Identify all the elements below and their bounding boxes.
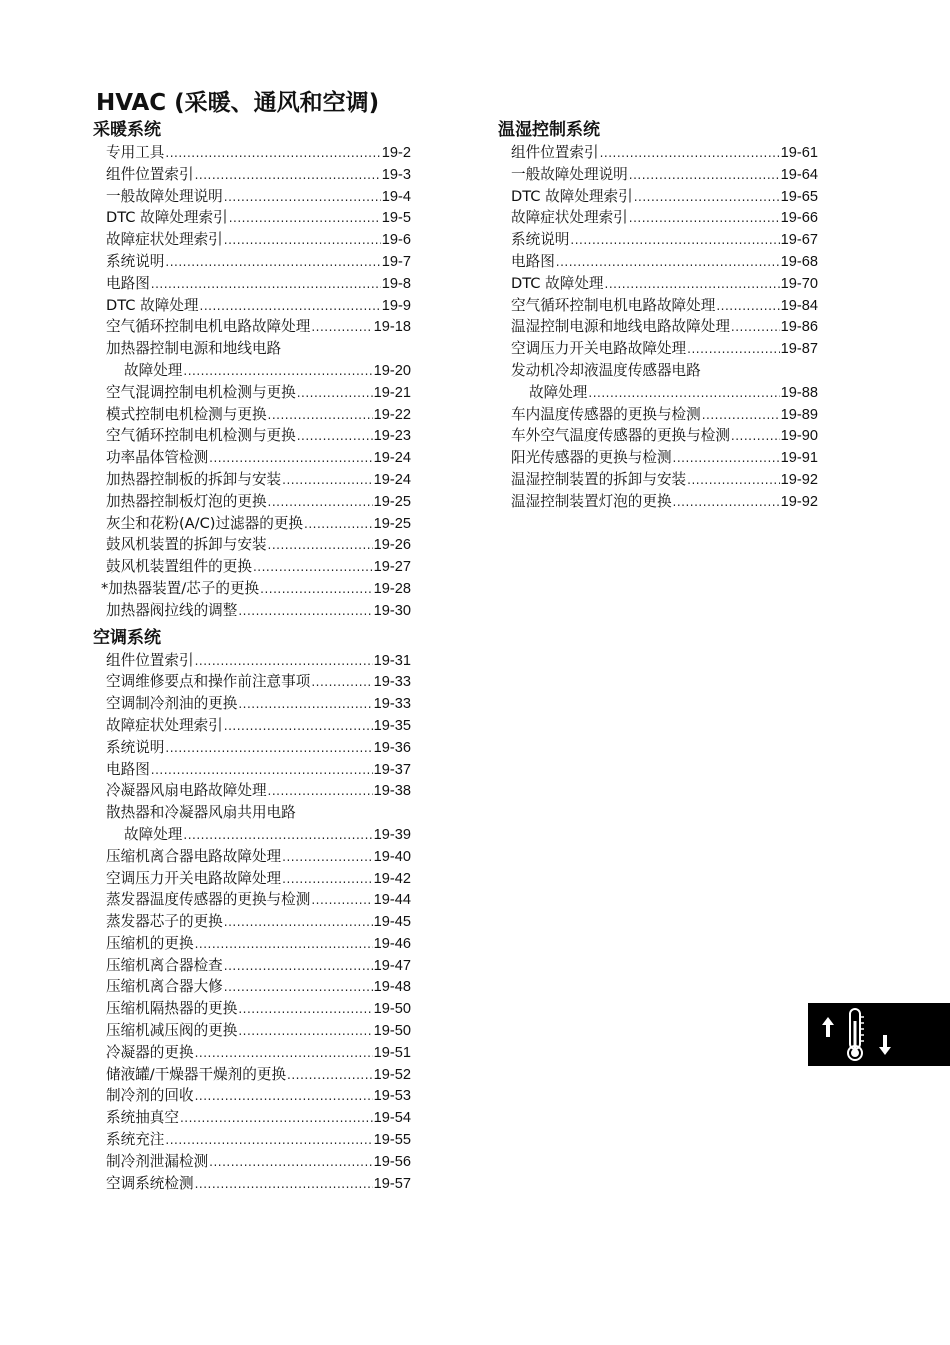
dot-leader (165, 252, 380, 274)
toc-entry[interactable] (93, 715, 411, 737)
toc-entry[interactable] (498, 207, 818, 229)
toc-entry-title: 压缩机减压阀的更换 (106, 1022, 238, 1040)
toc-entry[interactable] (93, 404, 411, 426)
toc-entry-page: 19-7 (381, 253, 411, 270)
toc-entry[interactable] (498, 229, 818, 251)
toc-entry[interactable] (93, 273, 411, 295)
dot-leader (151, 274, 381, 296)
dot-leader (195, 165, 381, 187)
dot-leader (165, 143, 380, 165)
dot-leader (165, 1130, 372, 1152)
dot-leader (268, 492, 373, 514)
toc-entry[interactable] (93, 360, 411, 382)
toc-entry[interactable] (93, 998, 411, 1020)
toc-entry[interactable] (498, 142, 818, 164)
toc-entry-page: 19-36 (373, 739, 411, 756)
toc-entry-page: 19-50 (373, 1001, 411, 1018)
toc-entry-title: 功率晶体管检测 (106, 449, 209, 467)
toc-entry[interactable] (498, 338, 818, 360)
toc-entry-page: 19-45 (373, 914, 411, 931)
dot-leader (311, 317, 372, 339)
toc-entry[interactable] (93, 650, 411, 672)
dot-leader (238, 601, 372, 623)
toc-entry[interactable] (93, 1129, 411, 1151)
dot-leader (224, 956, 373, 978)
toc-entry-page: 19-2 (381, 145, 411, 161)
dot-leader (287, 1065, 373, 1087)
dot-leader (556, 252, 780, 274)
toc-entry[interactable] (93, 534, 411, 556)
thermometer-updown-icon (808, 1003, 950, 1066)
dot-leader (165, 738, 372, 760)
toc-entry-title: 冷凝器风扇电路故障处理 (106, 782, 267, 800)
dot-leader (634, 187, 780, 209)
toc-entry[interactable] (93, 802, 411, 824)
toc-entry[interactable] (498, 295, 818, 317)
toc-entry-title: DTC 故障处理索引 (511, 187, 633, 205)
dot-leader (629, 208, 780, 230)
toc-entry-page: 19-25 (373, 515, 411, 532)
toc-entry[interactable] (93, 1020, 411, 1042)
dot-leader (195, 934, 373, 956)
toc-entry-page: 19-4 (381, 188, 411, 205)
toc-entry-title: 压缩机离合器检查 (106, 956, 223, 974)
dot-leader (238, 694, 372, 716)
toc-entry-title: *加热器装置/芯子的更换 (101, 579, 260, 597)
toc-entry[interactable] (498, 404, 818, 426)
toc-entry[interactable] (498, 164, 818, 186)
toc-entry-title: 空调制冷剂油的更换 (106, 695, 238, 713)
toc-entry-title: 空调压力开关电路故障处理 (511, 340, 687, 358)
toc-entry-page: 19-39 (373, 826, 411, 843)
toc-entry-page: 19-51 (373, 1044, 411, 1061)
toc-entry[interactable] (93, 737, 411, 759)
toc-entry-title: 空调维修要点和操作前注意事项 (106, 673, 311, 691)
dot-leader (195, 1086, 373, 1108)
toc-entry-page: 19-61 (780, 145, 818, 161)
toc-entry-title: 空气混调控制电机检测与更换 (106, 383, 296, 401)
toc-entry-page: 19-50 (373, 1023, 411, 1040)
toc-entry-title: 故障症状处理索引 (106, 716, 223, 734)
dot-leader (195, 1043, 373, 1065)
dot-leader (224, 716, 373, 738)
dot-leader (229, 208, 381, 230)
toc-entry-title: 空气循环控制电机电路故障处理 (106, 318, 311, 336)
toc-entry[interactable] (93, 1085, 411, 1107)
toc-entry[interactable] (93, 1042, 411, 1064)
toc-entry[interactable] (93, 186, 411, 208)
toc-entry-title: 压缩机离合器大修 (106, 978, 223, 996)
toc-entry-page: 19-67 (780, 232, 818, 249)
toc-entry[interactable] (93, 251, 411, 273)
toc-entry-page: 19-65 (780, 188, 818, 205)
toc-entry-title: 模式控制电机检测与更换 (106, 405, 267, 423)
dot-leader (702, 405, 780, 427)
toc-section (93, 626, 411, 1195)
toc-entry-page: 19-22 (373, 406, 411, 423)
toc-entry-title: 车外空气温度传感器的更换与检测 (511, 427, 730, 445)
toc-entry-page: 19-25 (373, 493, 411, 510)
toc-entry-page: 19-5 (381, 210, 411, 227)
toc-entry[interactable] (93, 671, 411, 693)
toc-entry[interactable] (93, 382, 411, 404)
toc-entry-page: 19-6 (381, 232, 411, 249)
toc-entry[interactable] (93, 911, 411, 933)
toc-entry-title: 空调压力开关电路故障处理 (106, 869, 282, 887)
dot-leader (673, 448, 780, 470)
toc-entry[interactable] (93, 1173, 411, 1195)
toc-entry-page: 19-70 (780, 275, 818, 292)
toc-entry-page: 19-47 (373, 957, 411, 974)
dot-leader (629, 165, 780, 187)
toc-entry-title: 发动机冷却液温度传感器电路 (511, 361, 701, 379)
toc-entry-page: 19-87 (780, 341, 818, 358)
toc-entry-title: 组件位置索引 (511, 144, 599, 161)
dot-leader (268, 405, 373, 427)
toc-entry-page: 19-33 (373, 674, 411, 691)
toc-entry[interactable] (498, 273, 818, 295)
page-title: HVAC (采暖、通风和空调) (96, 90, 380, 116)
toc-entry[interactable] (93, 1151, 411, 1173)
dot-leader (731, 317, 780, 339)
toc-entry[interactable] (93, 600, 411, 622)
toc-entry[interactable] (93, 142, 411, 164)
toc-entry-title: 灰尘和花粉(A/C)过滤器的更换 (106, 514, 304, 532)
toc-entry-title: 故障症状处理索引 (511, 209, 628, 227)
dot-leader (151, 760, 373, 782)
toc-entry[interactable] (498, 251, 818, 273)
toc-entry-page: 19-52 (373, 1066, 411, 1083)
toc-entry-page: 19-24 (373, 471, 411, 488)
dot-leader (238, 1021, 372, 1043)
toc-entry-page: 19-38 (373, 783, 411, 800)
toc-entry[interactable] (93, 824, 411, 846)
toc-entry-title: 一般故障处理说明 (106, 187, 223, 205)
toc-entry[interactable] (498, 469, 818, 491)
toc-section (498, 118, 818, 513)
toc-entry-title: 加热器控制板的拆卸与安装 (106, 470, 282, 488)
toc-entry-title: 系统充注 (106, 1131, 165, 1149)
toc-entry-title: 空调系统检测 (106, 1174, 194, 1192)
toc-entry[interactable] (93, 556, 411, 578)
dot-leader (195, 651, 373, 673)
toc-entry-title: 专用工具 (106, 144, 165, 161)
toc-entry-title: 一般故障处理说明 (511, 165, 628, 183)
toc-entry-title: 储液罐/干燥器干燥剂的更换 (106, 1065, 287, 1083)
toc-entry-page: 19-92 (780, 493, 818, 510)
toc-entry-title: DTC 故障处理 (511, 274, 604, 292)
toc-entry-title: 系统说明 (106, 252, 165, 270)
toc-entry-title: DTC 故障处理索引 (106, 209, 228, 227)
toc-entry-title: 加热器控制板灯泡的更换 (106, 492, 267, 510)
dot-leader (238, 999, 372, 1021)
dot-leader (297, 426, 373, 448)
toc-entry[interactable] (93, 229, 411, 251)
toc-entry-page: 19-3 (381, 166, 411, 183)
toc-entry[interactable] (93, 578, 411, 600)
dot-leader (588, 383, 779, 405)
toc-entry[interactable] (498, 382, 818, 404)
toc-entry[interactable] (93, 1064, 411, 1086)
toc-entry-title: DTC 故障处理 (106, 296, 199, 314)
toc-entry-page: 19-18 (373, 319, 411, 336)
toc-entry-page: 19-68 (780, 253, 818, 270)
toc-entry-title: 阳光传感器的更换与检测 (511, 449, 672, 467)
toc-entry-title: 温湿控制装置的拆卸与安装 (511, 470, 687, 488)
dot-leader (253, 557, 373, 579)
toc-entry-title: 组件位置索引 (106, 651, 194, 669)
toc-entry-page: 19-46 (373, 935, 411, 952)
toc-entry-page: 19-9 (381, 297, 411, 314)
dot-leader (180, 1108, 373, 1130)
toc-entry-title: 制冷剂泄漏检测 (106, 1152, 209, 1170)
dot-leader (224, 912, 373, 934)
dot-leader (282, 470, 373, 492)
section-tab[interactable] (808, 1003, 950, 1066)
toc-entry[interactable] (498, 447, 818, 469)
toc-entry[interactable] (93, 338, 411, 360)
toc-entry[interactable] (93, 425, 411, 447)
toc-entry-page: 19-42 (373, 870, 411, 887)
toc-entry-title: 鼓风机装置的拆卸与安装 (106, 536, 267, 554)
section-title: 采暖系统 (93, 120, 161, 140)
dot-leader (673, 492, 780, 514)
toc-entry-page: 19-64 (780, 166, 818, 183)
toc-entry-title: 空气循环控制电机电路故障处理 (511, 296, 716, 314)
toc-entry-title: 故障处理 (529, 383, 588, 401)
toc-entry[interactable] (498, 491, 818, 513)
toc-entry-page: 19-31 (373, 652, 411, 669)
toc-entry-page: 19-40 (373, 848, 411, 865)
dot-leader (224, 977, 373, 999)
toc-entry-page: 19-20 (373, 362, 411, 379)
toc-entry-page: 19-91 (780, 450, 818, 467)
toc-entry-page: 19-57 (373, 1175, 411, 1192)
toc-entry-title: 冷凝器的更换 (106, 1043, 194, 1061)
toc-entry[interactable] (93, 759, 411, 781)
toc-entry[interactable] (93, 316, 411, 338)
section-title: 空调系统 (93, 627, 161, 648)
dot-leader (282, 847, 373, 869)
toc-entry[interactable] (93, 889, 411, 911)
toc-entry[interactable] (93, 955, 411, 977)
dot-leader (731, 426, 780, 448)
toc-entry[interactable] (93, 207, 411, 229)
dot-leader (311, 890, 372, 912)
toc-entry-page: 19-24 (373, 450, 411, 467)
toc-entry-page: 19-23 (373, 428, 411, 445)
toc-entry-title: 故障症状处理索引 (106, 231, 223, 249)
toc-entry[interactable] (93, 846, 411, 868)
toc-entry-title: 鼓风机装置组件的更换 (106, 558, 252, 576)
toc-entry-page: 19-35 (373, 717, 411, 734)
toc-entry[interactable] (93, 976, 411, 998)
dot-leader (297, 383, 373, 405)
toc-entry-page: 19-21 (373, 384, 411, 401)
toc-entry-title: 压缩机的更换 (106, 934, 194, 952)
toc-entry-title: 故障处理 (124, 361, 183, 379)
toc-entry-page: 19-27 (373, 559, 411, 576)
dot-leader (716, 296, 779, 318)
toc-entry-page: 19-37 (373, 761, 411, 778)
toc-entry-title: 系统抽真空 (106, 1109, 179, 1127)
dot-leader (570, 230, 779, 252)
toc-entry-page: 19-33 (373, 696, 411, 713)
toc-entry-title: 蒸发器温度传感器的更换与检测 (106, 891, 311, 909)
toc-entry[interactable] (93, 780, 411, 802)
toc-entry[interactable] (93, 933, 411, 955)
toc-entry-page: 19-8 (381, 275, 411, 292)
toc-entry-title: 系统说明 (106, 738, 165, 756)
toc-entry-title: 系统说明 (511, 231, 570, 249)
toc-entry[interactable] (93, 868, 411, 890)
toc-entry[interactable] (93, 164, 411, 186)
toc-entry[interactable] (498, 316, 818, 338)
toc-entry[interactable] (93, 513, 411, 535)
dot-leader (687, 339, 780, 361)
dot-leader (268, 535, 373, 557)
toc-entry-title: 蒸发器芯子的更换 (106, 913, 223, 931)
toc-entry-title: 组件位置索引 (106, 165, 194, 183)
toc-entry-title: 电路图 (511, 252, 555, 270)
toc-entry[interactable] (93, 491, 411, 513)
section-title: 温湿控制系统 (498, 120, 600, 140)
dot-leader (195, 1174, 373, 1196)
toc-section (93, 118, 411, 622)
toc-entry-page: 19-54 (373, 1110, 411, 1127)
toc-entry-page: 19-56 (373, 1153, 411, 1170)
toc-entry-title: 制冷剂的回收 (106, 1087, 194, 1105)
dot-leader (605, 274, 780, 296)
dot-leader (209, 448, 373, 470)
dot-leader (282, 869, 373, 891)
dot-leader (224, 230, 381, 252)
dot-leader (268, 781, 373, 803)
toc-entry-title: 空气循环控制电机检测与更换 (106, 427, 296, 445)
toc-entry-page: 19-88 (780, 384, 818, 401)
toc-entry[interactable] (498, 186, 818, 208)
toc-entry[interactable] (498, 425, 818, 447)
toc-entry[interactable] (93, 1107, 411, 1129)
toc-entry-page: 19-55 (373, 1132, 411, 1149)
toc-entry[interactable] (93, 295, 411, 317)
dot-leader (200, 296, 381, 318)
toc-entry-page: 19-30 (373, 602, 411, 619)
toc-entry-page: 19-86 (780, 319, 818, 336)
toc-entry-page: 19-48 (373, 979, 411, 996)
toc-entry[interactable] (93, 469, 411, 491)
toc-right-column (498, 118, 818, 515)
toc-entry-title: 故障处理 (124, 825, 183, 843)
dot-leader (183, 825, 372, 847)
dot-leader (687, 470, 780, 492)
toc-entry-title: 加热器阀拉线的调整 (106, 601, 238, 619)
toc-entry-page: 19-28 (373, 580, 411, 597)
toc-entry-page: 19-89 (780, 406, 818, 423)
toc-entry-title: 压缩机离合器电路故障处理 (106, 847, 282, 865)
toc-entry-page: 19-53 (373, 1088, 411, 1105)
toc-entry-title: 电路图 (106, 274, 150, 292)
toc-entry-page: 19-26 (373, 537, 411, 554)
toc-entry-title: 加热器控制电源和地线电路 (106, 340, 282, 358)
dot-leader (183, 361, 372, 383)
toc-entry-page: 19-92 (780, 471, 818, 488)
toc-entry-page: 19-66 (780, 210, 818, 227)
dot-leader (260, 579, 373, 601)
toc-left-column (93, 118, 411, 1196)
toc-entry-title: 温湿控制装置灯泡的更换 (511, 492, 672, 510)
toc-entry-page: 19-44 (373, 892, 411, 909)
toc-entry-title: 温湿控制电源和地线电路故障处理 (511, 318, 730, 336)
toc-entry-page: 19-90 (780, 428, 818, 445)
toc-entry-title: 电路图 (106, 760, 150, 778)
toc-entry[interactable] (93, 693, 411, 715)
toc-entry-title: 散热器和冷凝器风扇共用电路 (106, 804, 296, 822)
dot-leader (311, 672, 372, 694)
toc-entry-page: 19-84 (780, 297, 818, 314)
toc-entry-title: 车内温度传感器的更换与检测 (511, 405, 701, 423)
toc-entry[interactable] (93, 447, 411, 469)
dot-leader (209, 1152, 373, 1174)
dot-leader (224, 187, 381, 209)
dot-leader (304, 514, 373, 536)
toc-entry-title: 压缩机隔热器的更换 (106, 1000, 238, 1018)
dot-leader (600, 143, 780, 165)
toc-entry[interactable] (498, 360, 818, 382)
